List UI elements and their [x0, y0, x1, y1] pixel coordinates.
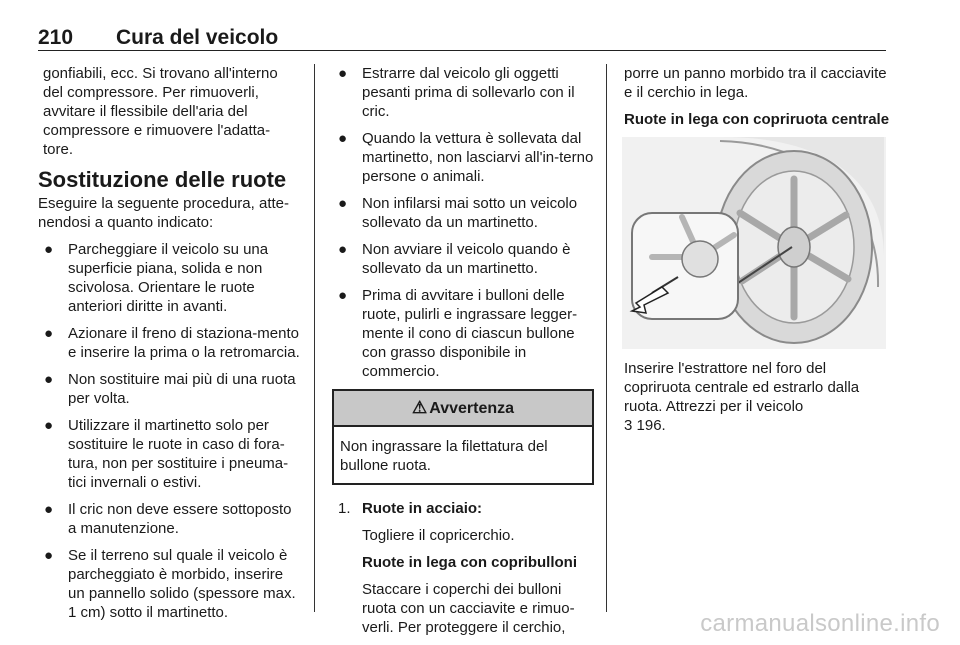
bullet-icon: ● [44, 371, 54, 388]
list-item: ● Quando la vettura è sollevata dal martinetto, non lasciarvi all'in-terno persone o animali. [338, 130, 594, 185]
chapter-title: Cura del veicolo [116, 26, 279, 49]
subheading: Ruote in lega con copriruota centrale [624, 111, 890, 128]
page-header [38, 26, 886, 51]
numbered-step [332, 499, 594, 637]
intro-paragraph: porre un panno morbido tra il cacciavite e il cerchio in lega. [624, 65, 887, 101]
warning-body: Non ingrassare la filettatura del bullone ruota. [340, 438, 548, 474]
warning-header [334, 391, 592, 427]
column-divider [314, 64, 315, 612]
list-item: ● Il cric non deve essere sottoposto a manutenzione. [44, 501, 292, 537]
list-item: ● Prima di avvitare i bulloni delle ruote, pulirli e ingrassare legger-mente il cono di ciascun bullone con grasso disponibile in commercio. [338, 287, 578, 380]
bullet-icon: ● [338, 195, 348, 212]
bullet-icon: ● [44, 417, 54, 434]
column-divider [606, 64, 607, 612]
figure-caption: Inserire l'estrattore nel foro del copriruota centrale ed estrarlo dalla ruota. Attrezzi per il veicolo 3 196. [624, 360, 860, 434]
column-middle [332, 64, 594, 645]
wheel-illustration-graphic [622, 137, 886, 349]
list-item: ● Utilizzare il martinetto solo per sostituire le ruote in caso di fora-tura, non per sostituire i pneuma-tici invernali o estivi. [44, 417, 289, 491]
page-number: 210 [38, 26, 74, 49]
intro-paragraph: gonfiabili, ecc. Si trovano all'interno del compressore. Per rimuoverli, avvitare il flessibile dell'aria del compressore e rimuovere l'adatta-tore. [43, 65, 278, 158]
bullet-icon: ● [44, 241, 54, 258]
list-item: ● Non sostituire mai più di una ruota per volta. [44, 371, 296, 407]
list-item: ● Se il terreno sul quale il veicolo è parcheggiato è morbido, inserire un pannello solido (spessore max. 1 cm) sotto il martinetto. [44, 547, 296, 621]
bullet-icon: ● [44, 501, 54, 518]
bullet-icon: ● [338, 130, 348, 147]
section-intro: Eseguire la seguente procedura, atte-nendosi a quanto indicato: [38, 195, 289, 231]
wheel-cover-illustration [622, 137, 886, 349]
column-left [38, 64, 300, 630]
step-heading: Ruote in acciaio: [362, 500, 483, 517]
step-text: Staccare i coperchi dei bulloni ruota con un cacciavite e rimuo-verli. Per proteggere il cerchio, [362, 581, 575, 636]
list-item: ● Non infilarsi mai sotto un veicolo sollevato da un martinetto. [338, 195, 578, 231]
step-subheading: Ruote in lega con copribulloni [362, 554, 578, 571]
list-item: ● Estrarre dal veicolo gli oggetti pesanti prima di sollevarlo con il cric. [338, 65, 575, 120]
warning-triangle-icon: ⚠ [411, 398, 428, 417]
bullet-icon: ● [44, 547, 54, 564]
list-item: ● Parcheggiare il veicolo su una superficie piana, solida e non scivolosa. Orientare le ruote anteriori diritte in avanti. [44, 241, 269, 315]
bullet-icon: ● [44, 325, 54, 342]
bullet-icon: ● [338, 65, 348, 82]
watermark: carmanualsonline.info [700, 610, 940, 637]
list-item: ● Azionare il freno di staziona-mento e inserire la prima o la retromarcia. [44, 325, 300, 361]
list-item: ● Non avviare il veicolo quando è sollevato da un martinetto. [338, 241, 571, 277]
step-number: 1. [338, 500, 351, 517]
bullet-icon: ● [338, 287, 348, 304]
warning-box [332, 389, 594, 485]
warning-title: Avvertenza [429, 400, 515, 417]
bullet-icon: ● [338, 241, 348, 258]
bullet-list-left [38, 240, 300, 622]
step-text: Togliere il copricerchio. [362, 527, 515, 544]
column-right [624, 64, 890, 443]
section-title: Sostituzione delle ruote [38, 167, 287, 192]
bullet-list-middle [332, 64, 594, 381]
page-reference-icon: 3 196. [624, 417, 666, 434]
